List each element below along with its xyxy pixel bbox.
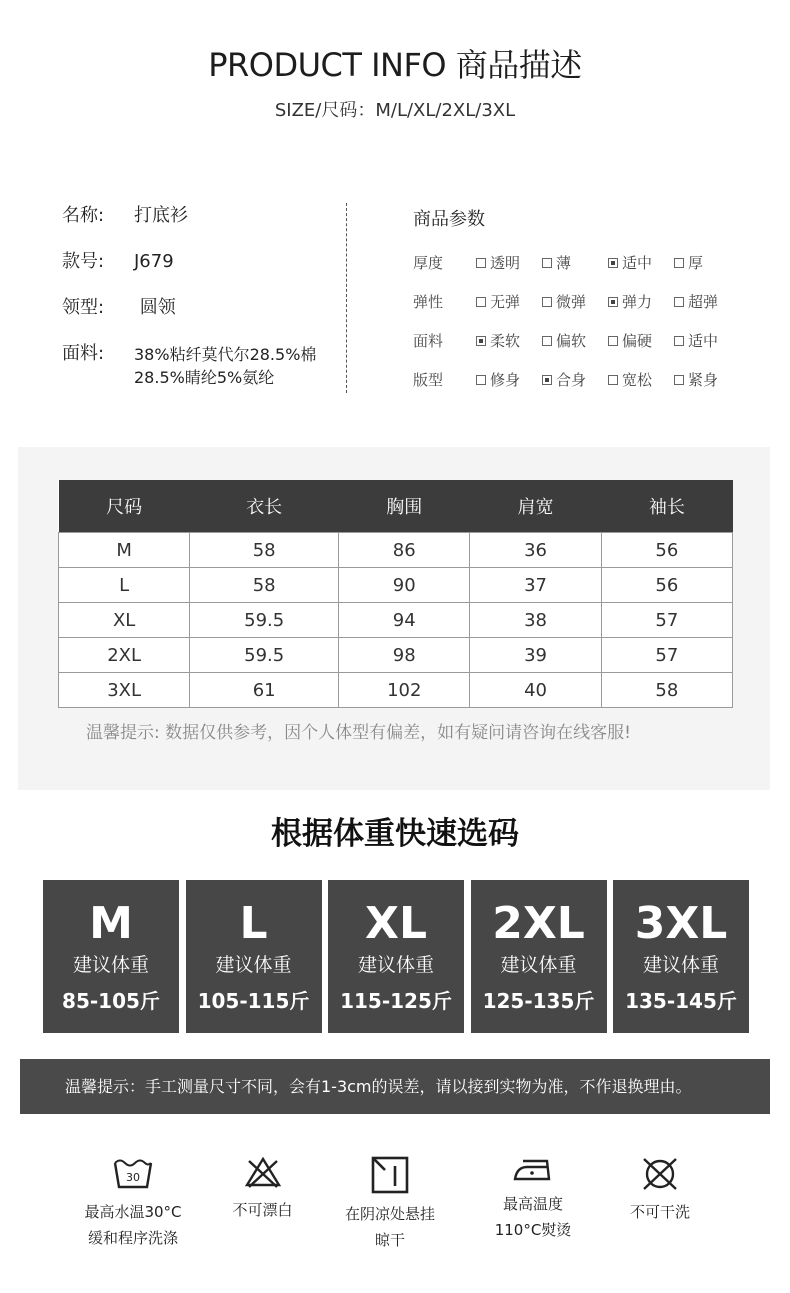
weight-card-label: 建议体重 (357, 954, 434, 976)
table-cell: 61 (190, 673, 339, 708)
page-title: PRODUCT INFO 商品描述 (208, 46, 582, 84)
param-option-label: 超弹 (688, 293, 719, 311)
product-collar-value: 圆领 (134, 297, 176, 318)
care-wash-line2: 缓和程序洗涤 (87, 1229, 178, 1247)
param-option (608, 330, 674, 351)
table-cell: 102 (339, 673, 470, 708)
weight-card-label: 建议体重 (642, 954, 719, 976)
param-option (608, 252, 674, 273)
weight-card-range: 85-105斤 (62, 989, 160, 1013)
care-item-dry (335, 1155, 445, 1253)
weight-card-label: 建议体重 (500, 954, 577, 976)
table-cell: 56 (601, 533, 732, 568)
param-option-label: 宽松 (622, 371, 653, 389)
param-option-label: 合身 (556, 371, 587, 389)
param-option (542, 330, 608, 351)
param-option (476, 291, 542, 312)
table-row (59, 673, 733, 708)
unchecked-box-icon (674, 258, 684, 268)
care-dry-line1: 在阴凉处悬挂 (344, 1205, 435, 1223)
weight-card (471, 880, 607, 1033)
size-table-header-cell: 尺码 (59, 480, 190, 533)
param-option (674, 330, 740, 351)
weight-card-size: 2XL (492, 898, 585, 949)
table-cell: 58 (601, 673, 732, 708)
param-option (476, 252, 542, 273)
product-info (62, 205, 352, 413)
weight-card-label: 建议体重 (215, 954, 292, 976)
table-cell: 58 (190, 568, 339, 603)
size-table (58, 480, 733, 708)
unchecked-box-icon (542, 336, 552, 346)
table-row (59, 603, 733, 638)
unchecked-box-icon (476, 375, 486, 385)
param-name: 面料 (413, 332, 444, 350)
table-cell: 59.5 (190, 638, 339, 673)
table-row (59, 568, 733, 603)
product-name-value: 打底衫 (134, 205, 188, 226)
param-option-label: 适中 (622, 254, 653, 272)
weight-card-size: XL (365, 898, 427, 949)
table-cell: 3XL (59, 673, 190, 708)
param-option (542, 291, 608, 312)
wash-temp-badge: 30 (126, 1171, 140, 1184)
table-cell: XL (59, 603, 190, 638)
checked-box-icon (608, 258, 618, 268)
table-cell: 57 (601, 603, 732, 638)
care-wash-line1: 最高水温30°C (84, 1203, 182, 1221)
size-table-header-cell: 袖长 (601, 480, 732, 533)
product-fabric-value (134, 343, 352, 389)
size-table-header (59, 480, 733, 533)
weight-card (328, 880, 464, 1033)
param-option (542, 369, 608, 390)
param-option (608, 369, 674, 390)
param-option-label: 适中 (688, 332, 719, 350)
unchecked-box-icon (608, 375, 618, 385)
param-row (413, 321, 753, 360)
weight-card-range: 105-115斤 (197, 989, 310, 1013)
unchecked-box-icon (476, 258, 486, 268)
table-cell: 90 (339, 568, 470, 603)
table-cell: 39 (470, 638, 601, 673)
weight-card (43, 880, 179, 1033)
param-option (542, 252, 608, 273)
product-name-row (62, 205, 352, 227)
param-option-label: 厚 (688, 254, 704, 272)
table-row (59, 533, 733, 568)
unchecked-box-icon (674, 297, 684, 307)
weight-cards (43, 880, 749, 1033)
param-option (674, 291, 740, 312)
product-fabric-row (62, 343, 352, 389)
care-item-wash (73, 1155, 193, 1251)
param-option (674, 252, 740, 273)
care-iron-line2: 110°C熨烫 (494, 1221, 572, 1239)
table-cell: 40 (470, 673, 601, 708)
param-option-label: 偏软 (556, 332, 587, 350)
care-item-iron (478, 1155, 588, 1243)
table-cell: 57 (601, 638, 732, 673)
weight-card (613, 880, 749, 1033)
param-option-label: 修身 (490, 371, 521, 389)
checked-box-icon (476, 336, 486, 346)
table-cell: 98 (339, 638, 470, 673)
checked-box-icon (608, 297, 618, 307)
param-row (413, 360, 753, 399)
product-params (413, 205, 753, 399)
param-name: 厚度 (413, 254, 444, 272)
param-row (413, 243, 753, 282)
table-cell: 36 (470, 533, 601, 568)
fabric-line-2: 28.5%睛纶5%氨纶 (134, 368, 275, 387)
info-divider (346, 203, 347, 393)
weight-guide-title: 根据体重快速选码 (271, 816, 519, 852)
size-table-header-cell: 肩宽 (470, 480, 601, 533)
weight-card-label: 建议体重 (72, 954, 149, 976)
table-cell: 2XL (59, 638, 190, 673)
product-style-label: 款号: (62, 251, 105, 272)
param-name: 版型 (413, 371, 444, 389)
size-list: SIZE/尺码：M/L/XL/2XL/3XL (274, 100, 516, 121)
unchecked-box-icon (608, 336, 618, 346)
params-title: 商品参数 (413, 209, 485, 230)
care-dryclean-line1: 不可干洗 (629, 1203, 690, 1221)
param-option (674, 369, 740, 390)
product-collar-label: 领型: (62, 297, 105, 318)
table-cell: 37 (470, 568, 601, 603)
size-table-body (59, 533, 733, 708)
table-cell: 94 (339, 603, 470, 638)
weight-card-range: 125-135斤 (482, 989, 595, 1013)
table-cell: 59.5 (190, 603, 339, 638)
table-cell: L (59, 568, 190, 603)
weight-card-size: 3XL (634, 898, 728, 949)
line-dry-shade-icon (370, 1155, 410, 1195)
product-name-label: 名称: (62, 205, 105, 226)
care-iron-line1: 最高温度 (502, 1195, 563, 1213)
product-style-row (62, 251, 352, 273)
unchecked-box-icon (476, 297, 486, 307)
no-dry-clean-icon (640, 1155, 680, 1193)
param-option-label: 透明 (490, 254, 521, 272)
param-option-label: 无弹 (490, 293, 521, 311)
unchecked-box-icon (542, 258, 552, 268)
param-rows (413, 243, 753, 399)
param-option-label: 柔软 (490, 332, 521, 350)
care-item-bleach (215, 1155, 310, 1223)
table-cell: 86 (339, 533, 470, 568)
checked-box-icon (542, 375, 552, 385)
size-table-note: 温馨提示: 数据仅供参考，因个人体型有偏差，如有疑问请咨询在线客服! (86, 723, 631, 743)
weight-card-size: L (239, 898, 268, 949)
wash-30-icon (111, 1155, 155, 1193)
care-dry-line2: 晾干 (374, 1231, 405, 1249)
tip-bar: 温馨提示：手工测量尺寸不同，会有1-3cm的误差，请以接到实物为准，不作退换理由。 (20, 1059, 770, 1114)
size-table-header-cell: 衣长 (190, 480, 339, 533)
table-cell: M (59, 533, 190, 568)
param-option-label: 偏硬 (622, 332, 653, 350)
param-option-label: 紧身 (688, 371, 719, 389)
param-row (413, 282, 753, 321)
param-option (608, 291, 674, 312)
param-option-label: 微弹 (556, 293, 587, 311)
fabric-line-1: 38%粘纤莫代尔28.5%棉 (134, 345, 317, 364)
param-option (476, 369, 542, 390)
product-collar-row (62, 297, 352, 319)
unchecked-box-icon (674, 375, 684, 385)
param-option-label: 弹力 (622, 293, 653, 311)
weight-card (186, 880, 322, 1033)
product-fabric-label: 面料: (62, 343, 105, 364)
product-style-value: J679 (134, 251, 174, 272)
weight-card-range: 135-145斤 (625, 989, 737, 1013)
care-bleach-line1: 不可漂白 (232, 1201, 293, 1219)
unchecked-box-icon (542, 297, 552, 307)
no-bleach-icon (243, 1155, 283, 1191)
care-item-dryclean (615, 1155, 705, 1225)
param-option-label: 薄 (556, 254, 572, 272)
table-row (59, 638, 733, 673)
iron-110-icon (511, 1155, 555, 1185)
param-name: 弹性 (413, 293, 444, 311)
param-option (476, 330, 542, 351)
weight-card-size: M (89, 898, 133, 949)
table-cell: 56 (601, 568, 732, 603)
unchecked-box-icon (674, 336, 684, 346)
size-table-header-cell: 胸围 (339, 480, 470, 533)
weight-card-range: 115-125斤 (340, 989, 452, 1013)
table-cell: 38 (470, 603, 601, 638)
table-cell: 58 (190, 533, 339, 568)
